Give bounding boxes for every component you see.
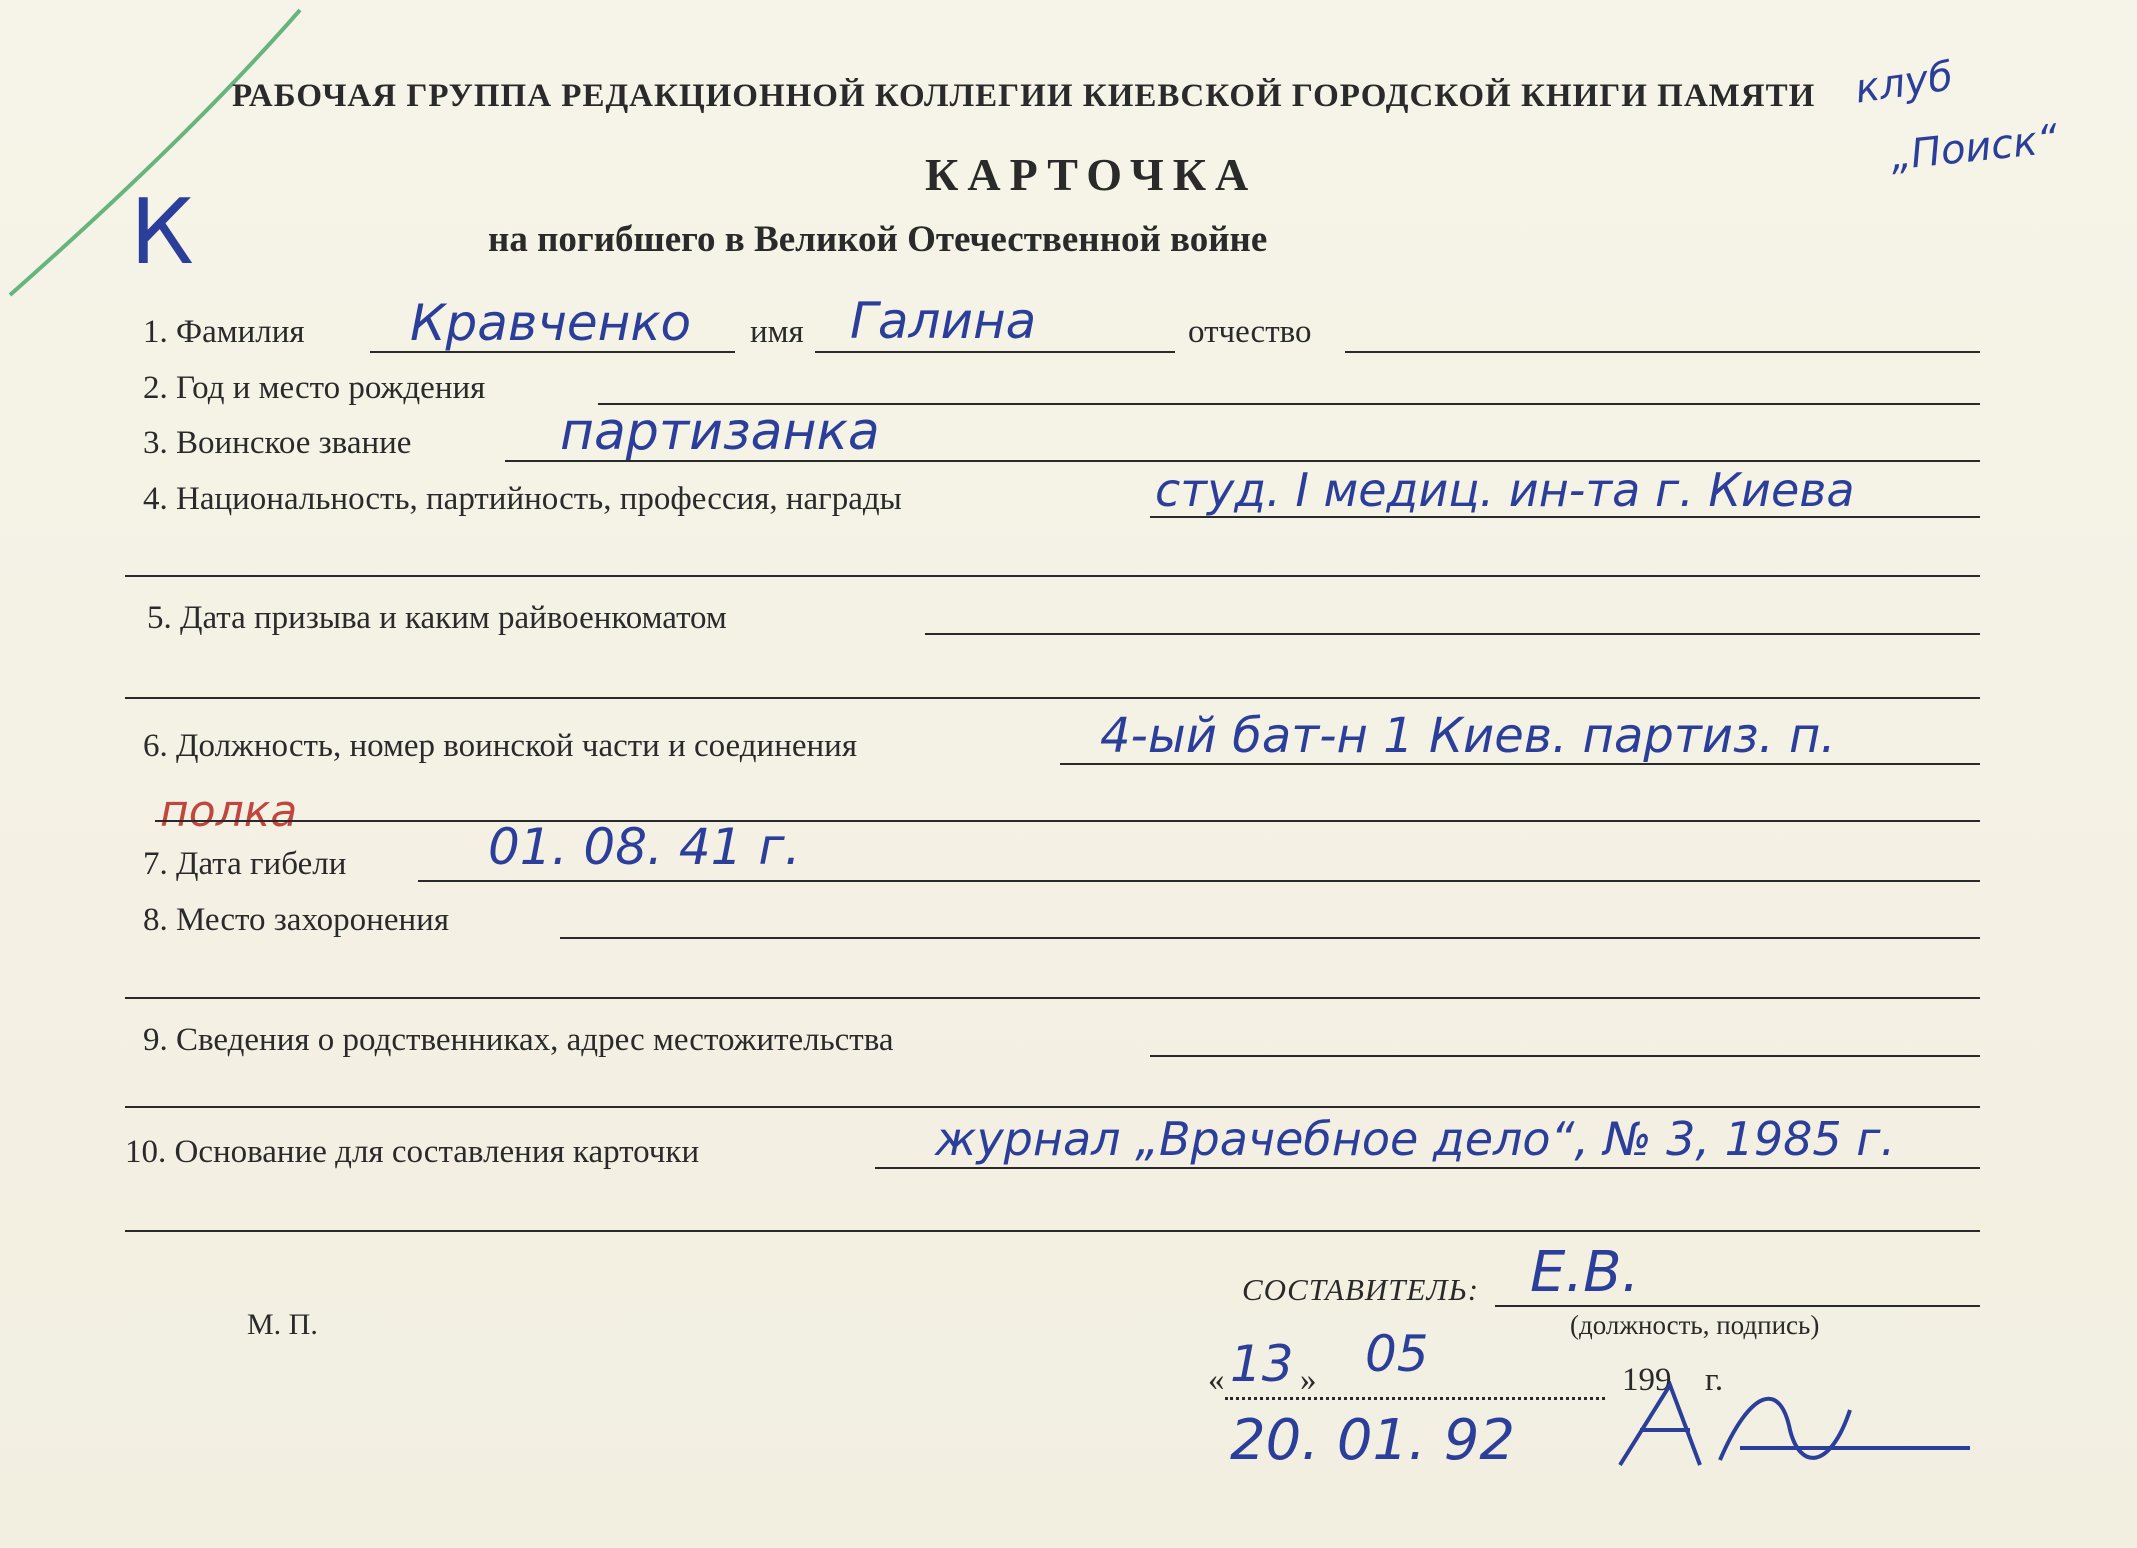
relatives-line (1150, 1055, 1980, 1057)
date-quote-open: « (1208, 1362, 1225, 1398)
position-value-line1: 4-ый бат-н 1 Киев. партиз. п. (1100, 708, 1836, 764)
rank-value: партизанка (560, 402, 880, 462)
position-value-line2: полка (160, 786, 298, 837)
corner-letter-k: К (130, 180, 194, 285)
nationality-value: студ. I медиц. ин-та г. Киева (1155, 463, 1855, 517)
name-value: Галина (850, 292, 1037, 350)
club-note-line2: „Поиск“ (1888, 116, 2061, 180)
burial-line (560, 937, 1980, 939)
date-day-value: 13 (1230, 1335, 1294, 1393)
second-signature-mark (1600, 1370, 1980, 1480)
organization-header: РАБОЧАЯ ГРУППА РЕДАКЦИОННОЙ КОЛЛЕГИИ КИЕВСКОЙ ГОРОДСКОЙ КНИГИ ПАМЯТИ (232, 78, 1816, 114)
field-patronymic-label: отчество (1188, 314, 1312, 350)
field-nationality-label: 4. Национальность, партийность, профессия, награды (143, 481, 902, 517)
relatives-line-2 (125, 1106, 1980, 1108)
field-relatives-label: 9. Сведения о родственниках, адрес местожительства (143, 1022, 894, 1058)
death-date-line (418, 880, 1980, 882)
date-month-value: 05 (1365, 1325, 1429, 1383)
conscription-line-2 (125, 697, 1980, 699)
compiler-sublabel: (должность, подпись) (1570, 1310, 1820, 1340)
name-line (815, 351, 1175, 353)
date-quote-close: » (1300, 1362, 1317, 1398)
year-suffix: г. (1705, 1362, 1724, 1398)
nationality-line-2 (125, 575, 1980, 577)
card-title: КАРТОЧКА (925, 149, 1258, 200)
position-line-2 (155, 820, 1980, 822)
burial-line-2 (125, 997, 1980, 999)
field-surname-label: 1. Фамилия (143, 314, 305, 350)
compiler-label: СОСТАВИТЕЛЬ: (1242, 1272, 1480, 1307)
field-rank-label: 3. Воинское звание (143, 425, 412, 461)
club-note-line1: клуб (1852, 53, 1956, 113)
basis-value: журнал „Врачебное дело“, № 3, 1985 г. (935, 1112, 1896, 1166)
field-death-date-label: 7. Дата гибели (143, 846, 347, 882)
compiler-signature: Е.В. (1530, 1240, 1640, 1305)
surname-value: Кравченко (410, 294, 692, 352)
field-basis-label: 10. Основание для составления карточки (125, 1134, 700, 1170)
compiler-line (1495, 1305, 1980, 1307)
stamp-placeholder: М. П. (247, 1308, 318, 1341)
date-dotted-line (1225, 1397, 1605, 1400)
field-position-label: 6. Должность, номер воинской части и соединения (143, 728, 857, 764)
field-conscription-label: 5. Дата призыва и каким райвоенкоматом (147, 600, 727, 636)
field-name-label: имя (750, 314, 804, 350)
conscription-line (925, 633, 1980, 635)
second-date-value: 20. 01. 92 (1230, 1408, 1515, 1473)
patronymic-line (1345, 351, 1980, 353)
basis-line (875, 1167, 1980, 1169)
field-burial-label: 8. Место захоронения (143, 902, 449, 938)
field-birth-label: 2. Год и место рождения (143, 370, 486, 406)
death-date-value: 01. 08. 41 г. (488, 818, 801, 876)
card-subtitle: на погибшего в Великой Отечественной войне (488, 219, 1268, 260)
year-prefix: 199 (1622, 1362, 1672, 1398)
basis-line-2 (125, 1230, 1980, 1232)
